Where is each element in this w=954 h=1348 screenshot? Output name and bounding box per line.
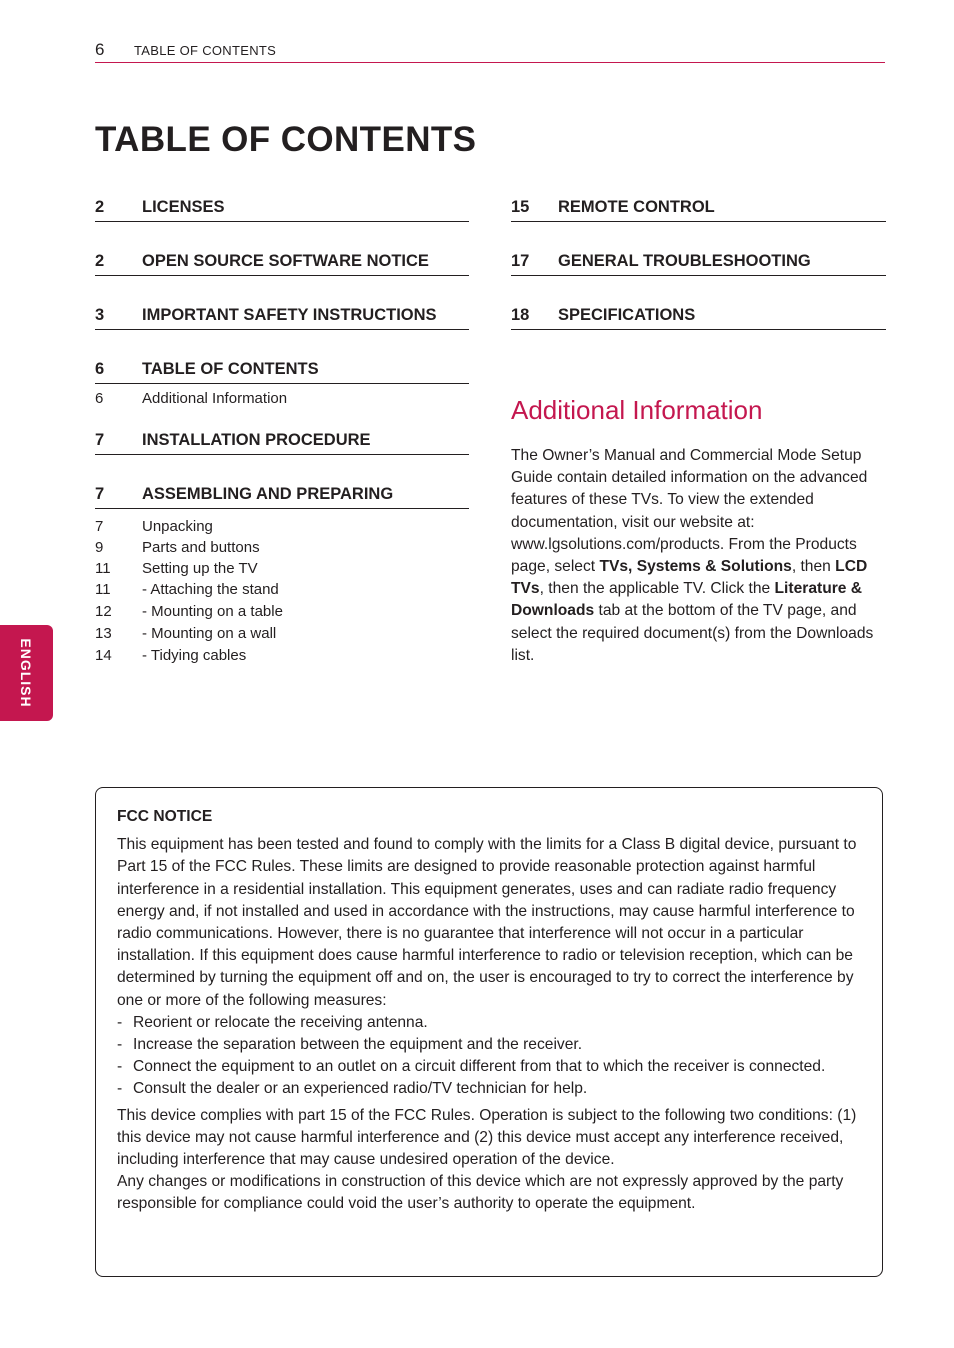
toc-sub-parts[interactable]	[95, 539, 469, 560]
additional-info-text	[511, 445, 881, 667]
toc-page-number: 7	[95, 518, 104, 535]
language-tab-label: ENGLISH	[18, 638, 34, 708]
toc-entry-specifications[interactable]	[511, 303, 886, 330]
toc-sub-unpacking[interactable]	[95, 518, 469, 539]
info-text-part: tab at the bottom of the TV page, and select the required document(s) from the Downloads list.	[511, 602, 874, 664]
toc-page-number: 11	[95, 581, 111, 598]
toc-label: INSTALLATION PROCEDURE	[142, 431, 371, 449]
additional-info-heading: Additional Information	[511, 395, 763, 425]
toc-page-number: 12	[95, 603, 112, 620]
toc-page-number: 15	[511, 198, 530, 216]
toc-entry-installation[interactable]	[95, 428, 469, 455]
toc-page-number: 14	[95, 647, 112, 664]
toc-label: GENERAL TROUBLESHOOTING	[558, 252, 811, 270]
toc-label: REMOTE CONTROL	[558, 198, 715, 216]
toc-page-number: 18	[511, 306, 530, 324]
fcc-title: FCC NOTICE	[117, 808, 213, 825]
toc-label: Unpacking	[142, 518, 213, 535]
toc-entry-table-of-contents[interactable]	[95, 357, 469, 384]
toc-sub-mounting-wall[interactable]	[95, 625, 469, 647]
header-title: TABLE OF CONTENTS	[134, 43, 277, 58]
fcc-paragraph-1: This equipment has been tested and found to comply with the limits for a Class B digital device, pursuant to Part 15 of the FCC Rules. These limits are designed to provide reasonable protection against harmful interference in a residential installation. This equipment generates, uses and can radiate radio frequency energy and, if not installed and used in accordance with the instructions, may cause harmful interference to radio communications. However, there is no guarantee that interference will not occur in a particular installation. If this equipment does cause harmful interference to radio or television reception, which can be determined by turning the equipment off and on, the user is encouraged to try to correct the interference by one or more of the following measures:	[117, 836, 857, 1009]
toc-page-number: 2	[95, 198, 105, 216]
fcc-paragraph-3: Any changes or modifications in construction of this device which are not expressly approved by the party responsible for compliance could void the user’s authority to operate the equipment.	[117, 1173, 844, 1213]
toc-sub-mounting-table[interactable]	[95, 603, 469, 625]
toc-sub-additional-info[interactable]	[95, 390, 469, 411]
toc-label: OPEN SOURCE SOFTWARE NOTICE	[142, 252, 429, 270]
fcc-measures-list	[117, 1012, 862, 1101]
toc-label: TABLE OF CONTENTS	[142, 360, 319, 378]
info-text-part: , then	[791, 558, 836, 576]
toc-page-number: 11	[95, 560, 111, 577]
page-header	[95, 38, 885, 63]
info-bold-tvs-systems: TVs, Systems & Solutions	[599, 558, 792, 576]
info-text-part: , then the applicable TV. Click the	[539, 580, 775, 598]
toc-label: Parts and buttons	[142, 539, 260, 556]
toc-label: - Attaching the stand	[142, 581, 279, 598]
toc-entry-open-source[interactable]	[95, 249, 469, 276]
toc-page-number: 13	[95, 625, 112, 642]
page-title: TABLE OF CONTENTS	[95, 120, 477, 159]
language-tab	[0, 625, 53, 721]
toc-left-column	[95, 195, 469, 668]
toc-right-column	[511, 195, 886, 330]
toc-label: - Mounting on a table	[142, 603, 283, 620]
toc-entry-assembling[interactable]	[95, 482, 469, 509]
toc-page-number: 17	[511, 252, 530, 270]
toc-entry-licenses[interactable]	[95, 195, 469, 222]
toc-entry-safety[interactable]	[95, 303, 469, 330]
info-bold-lcd-tvs: LCD TVs	[511, 558, 868, 598]
toc-label: Additional Information	[142, 390, 288, 407]
toc-page-number: 6	[95, 360, 105, 378]
list-item: - Increase the separation between the equipment and the receiver.	[117, 1034, 862, 1056]
toc-entry-troubleshooting[interactable]	[511, 249, 886, 276]
toc-label: Setting up the TV	[142, 560, 258, 577]
toc-label: IMPORTANT SAFETY INSTRUCTIONS	[142, 306, 437, 324]
toc-page-number: 7	[95, 485, 105, 503]
toc-sub-setting-up[interactable]	[95, 560, 469, 581]
toc-page-number: 6	[95, 390, 104, 407]
list-item: - Reorient or relocate the receiving antenna.	[117, 1012, 862, 1034]
toc-sub-attaching-stand[interactable]	[95, 581, 469, 603]
toc-label: LICENSES	[142, 198, 225, 216]
toc-label: ASSEMBLING AND PREPARING	[142, 485, 394, 503]
list-item: - Consult the dealer or an experienced radio/TV technician for help.	[117, 1078, 862, 1100]
fcc-notice-box	[95, 787, 883, 1277]
fcc-paragraph-2: This device complies with part 15 of the FCC Rules. Operation is subject to the following two conditions: (1) this device may not cause harmful interference and (2) this device must accept any interference received, including interference that may cause undesired operation of the device.	[117, 1106, 857, 1169]
toc-label: - Tidying cables	[142, 647, 247, 664]
page-number: 6	[95, 40, 105, 59]
info-text-part: The Owner’s Manual and Commercial Mode Setup Guide contain detailed information on the advanced features of these TVs. To view the extended documentation, visit our website at: www.lgsolutions.com/products. From the Products page, select	[511, 447, 868, 576]
toc-page-number: 2	[95, 252, 105, 270]
toc-page-number: 7	[95, 431, 105, 449]
toc-page-number: 3	[95, 306, 105, 324]
toc-page-number: 9	[95, 539, 104, 556]
toc-entry-remote-control[interactable]	[511, 195, 886, 222]
toc-label: SPECIFICATIONS	[558, 306, 696, 324]
toc-sub-tidying-cables[interactable]	[95, 647, 469, 668]
toc-label: - Mounting on a wall	[142, 625, 277, 642]
list-item: - Connect the equipment to an outlet on a circuit different from that to which the receiver is connected.	[117, 1056, 862, 1078]
info-bold-literature: Literature & Downloads	[511, 580, 863, 620]
